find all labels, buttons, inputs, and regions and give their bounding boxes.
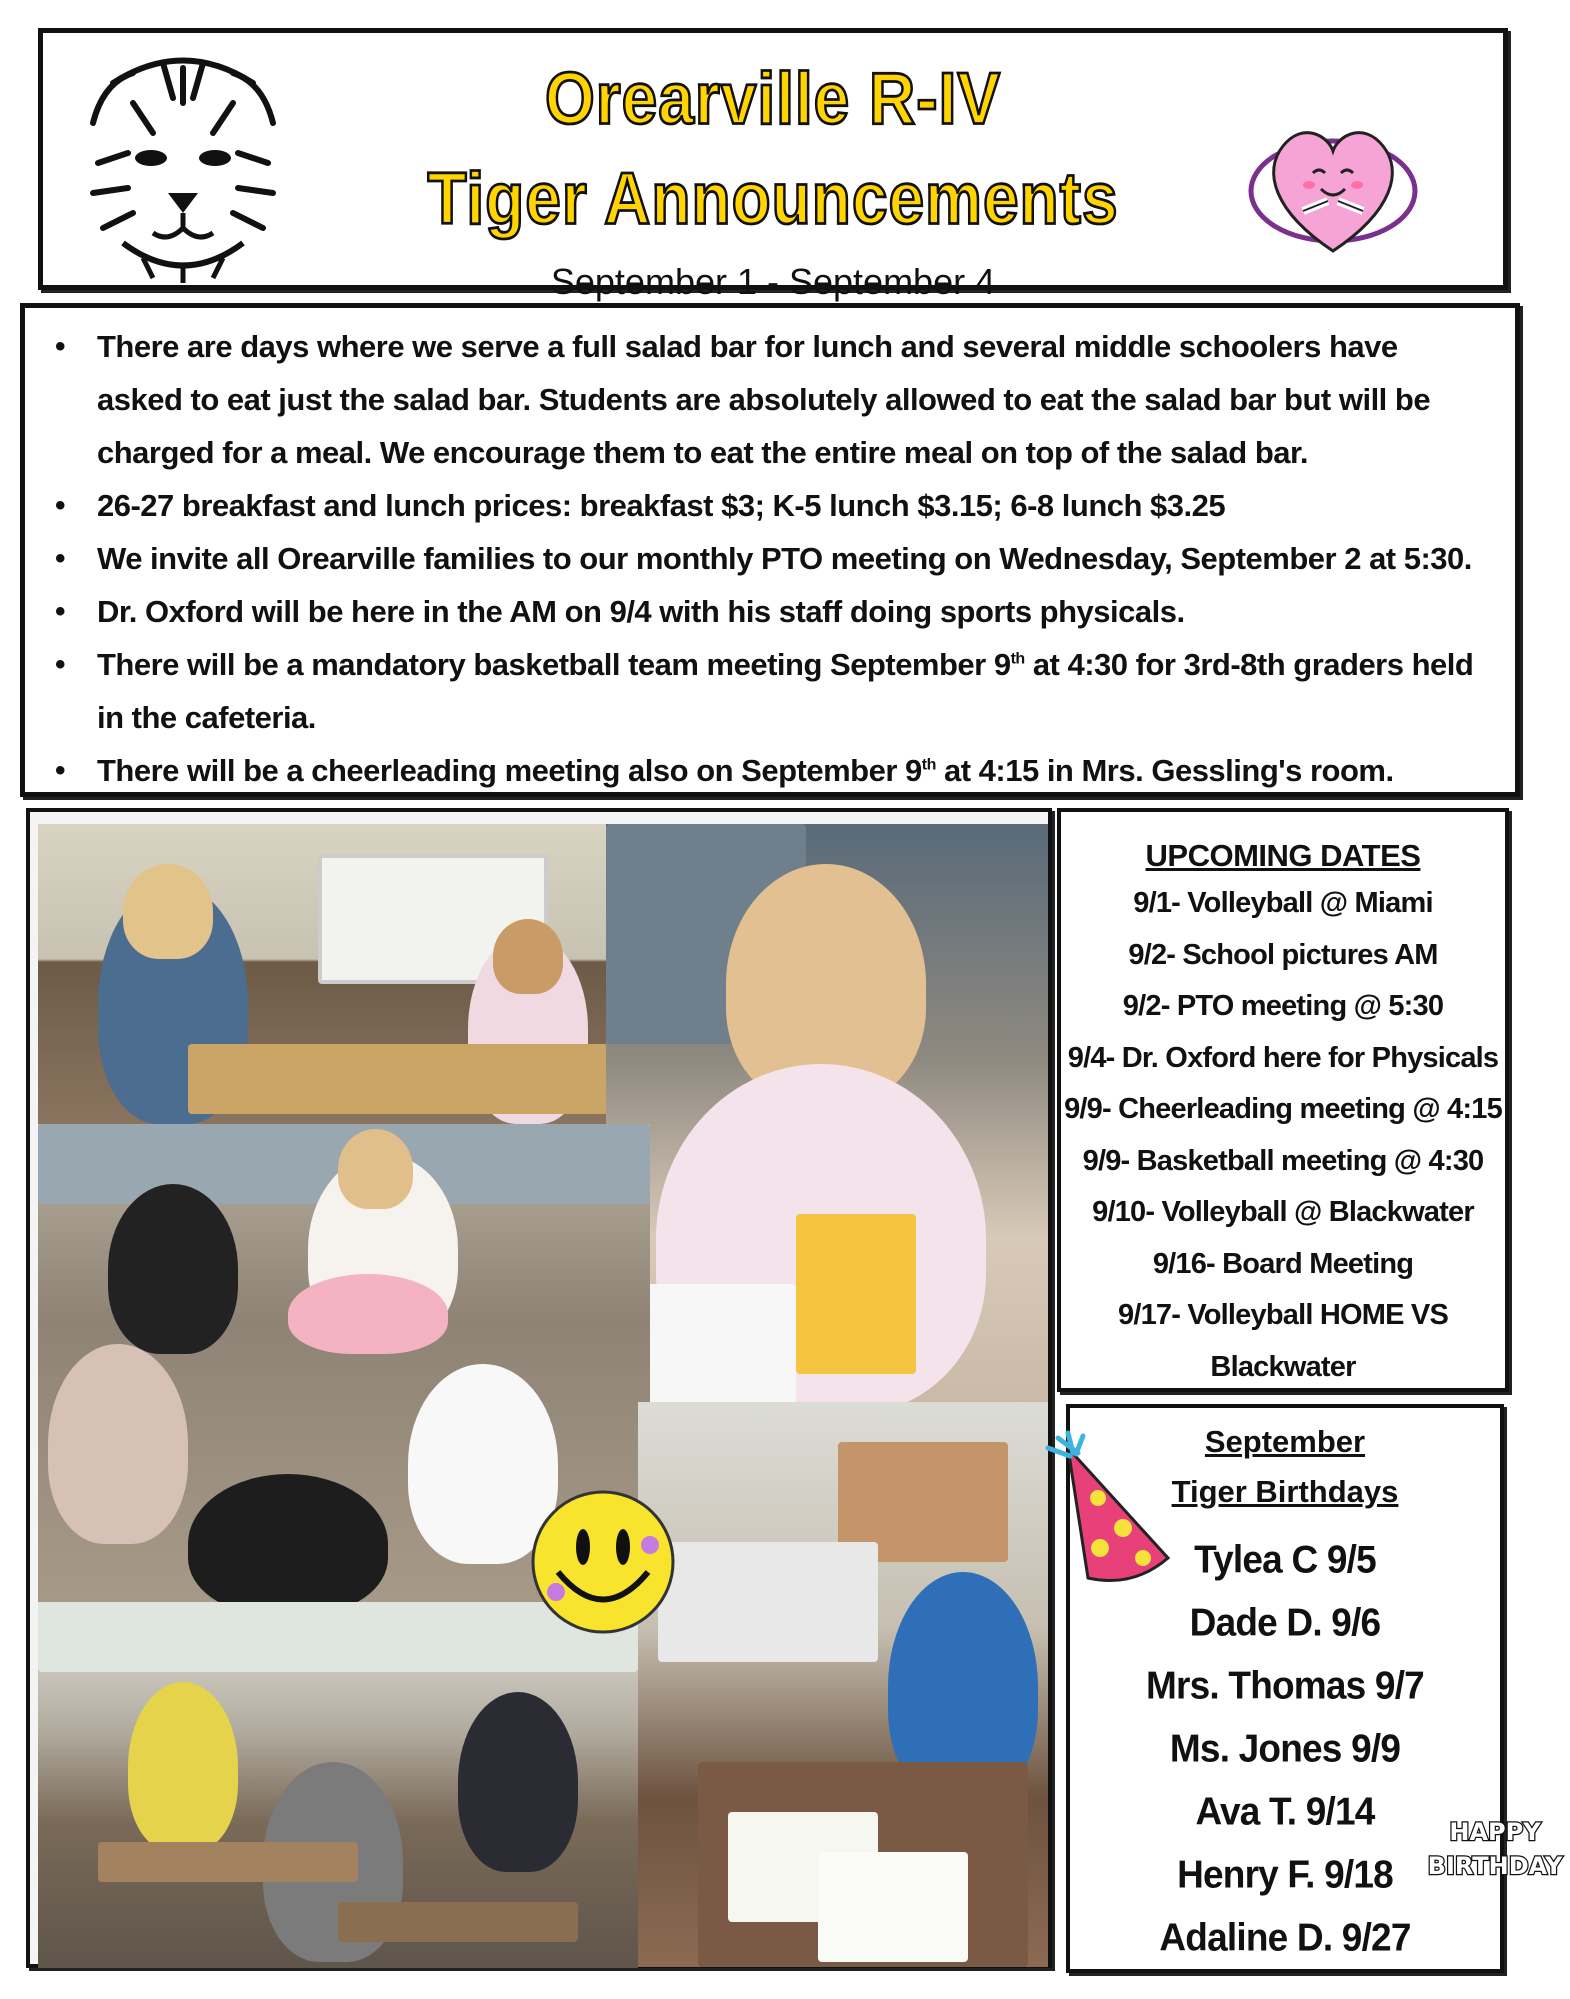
students-at-desks-photo: [38, 1602, 638, 1968]
smiley-face-icon: [528, 1487, 678, 1637]
birthdays-month-heading: September: [1204, 1424, 1366, 1459]
upcoming-dates-box: [1057, 808, 1509, 1392]
birthday-item: Ava T. 9/14: [1195, 1789, 1375, 1834]
birthday-item: Adaline D. 9/27: [1159, 1915, 1411, 1960]
birthdays-heading: Tiger Birthdays: [1171, 1474, 1399, 1509]
upcoming-date-item: 9/1- Volleyball @ Miami: [1133, 887, 1433, 919]
school-name-title: Orearville R-IV: [544, 56, 1002, 140]
upcoming-date-item: 9/17- Volleyball HOME VS: [1118, 1299, 1448, 1331]
announcement-item: • Dr. Oxford will be here in the AM on 9/4 with his staff doing sports physicals.: [53, 585, 1491, 638]
upcoming-date-item: 9/2- School pictures AM: [1128, 938, 1438, 971]
classroom-photo-teacher-table: [38, 824, 612, 1124]
birthday-item: Mrs. Thomas 9/7: [1146, 1663, 1424, 1708]
announcement-item: • 26-27 breakfast and lunch prices: breakfast $3; K-5 lunch $3.15; 6-8 lunch $3.25: [53, 479, 1491, 532]
upcoming-date-item: 9/10- Volleyball @ Blackwater: [1092, 1196, 1474, 1228]
ordinal-suffix: th: [921, 756, 936, 774]
announcement-text: at 4:15 in Mrs. Gessling's room.: [935, 753, 1394, 788]
party-hat-icon: [1038, 1428, 1188, 1598]
happy-birthday-sticker: [1420, 1808, 1570, 1888]
birthdays-box: [1066, 1404, 1563, 1973]
upcoming-dates-list: [1061, 878, 1505, 1393]
birthday-item: Tylea C 9/5: [1194, 1537, 1376, 1582]
birthday-item: Ms. Jones 9/9: [1169, 1726, 1401, 1771]
classroom-tables-photo: [638, 1402, 1048, 1967]
student-with-crayons-photo: [606, 824, 1048, 1414]
ordinal-suffix: th: [1010, 650, 1025, 668]
upcoming-date-item: 9/2- PTO meeting @ 5:30: [1122, 990, 1444, 1022]
sticker-birthday-text: BIRTHDAY: [1427, 1852, 1563, 1880]
upcoming-dates-heading: UPCOMING DATES: [1145, 838, 1421, 873]
header-banner: [38, 28, 1508, 302]
announcement-item: [53, 638, 1491, 744]
birthday-item: Henry F. 9/18: [1177, 1852, 1393, 1897]
announcement-list: [25, 308, 1515, 797]
announcement-text: at 4:30 for 3rd-8th graders held in the cafeteria.: [97, 647, 1474, 735]
upcoming-date-item: 9/9- Cheerleading meeting @ 4:15: [1064, 1093, 1502, 1125]
photo-collage: [26, 808, 1052, 1968]
announcement-item: [53, 744, 1491, 797]
sticker-happy-text: HAPPY: [1449, 1818, 1541, 1846]
upcoming-date-item: 9/16- Board Meeting: [1152, 1247, 1414, 1280]
hugging-heart-icon: [1243, 111, 1423, 261]
upcoming-date-item: 9/4- Dr. Oxford here for Physicals: [1067, 1041, 1499, 1074]
announcements-box: [20, 303, 1520, 797]
announcement-item: • There are days where we serve a full salad bar for lunch and several middle schoolers have asked to eat just the salad bar. Students are absolutely allowed to eat the salad bar but will be charged for a meal. We encourage them to eat the entire meal on top of the salad bar.: [53, 320, 1491, 479]
announcements-title: Tiger Announcements: [427, 156, 1119, 240]
date-range: September 1 - September 4: [550, 261, 996, 302]
announcement-text: There will be a mandatory basketball team meeting September 9: [97, 647, 1011, 682]
announcement-item: • We invite all Orearville families to our monthly PTO meeting on Wednesday, September 2 at 5:30.: [53, 532, 1491, 585]
birthday-item: Dade D. 9/6: [1189, 1600, 1381, 1645]
upcoming-date-item: 9/9- Basketball meeting @ 4:30: [1082, 1144, 1484, 1177]
announcement-text: There will be a cheerleading meeting also on September 9: [97, 753, 922, 788]
upcoming-date-item: Blackwater: [1210, 1350, 1356, 1383]
